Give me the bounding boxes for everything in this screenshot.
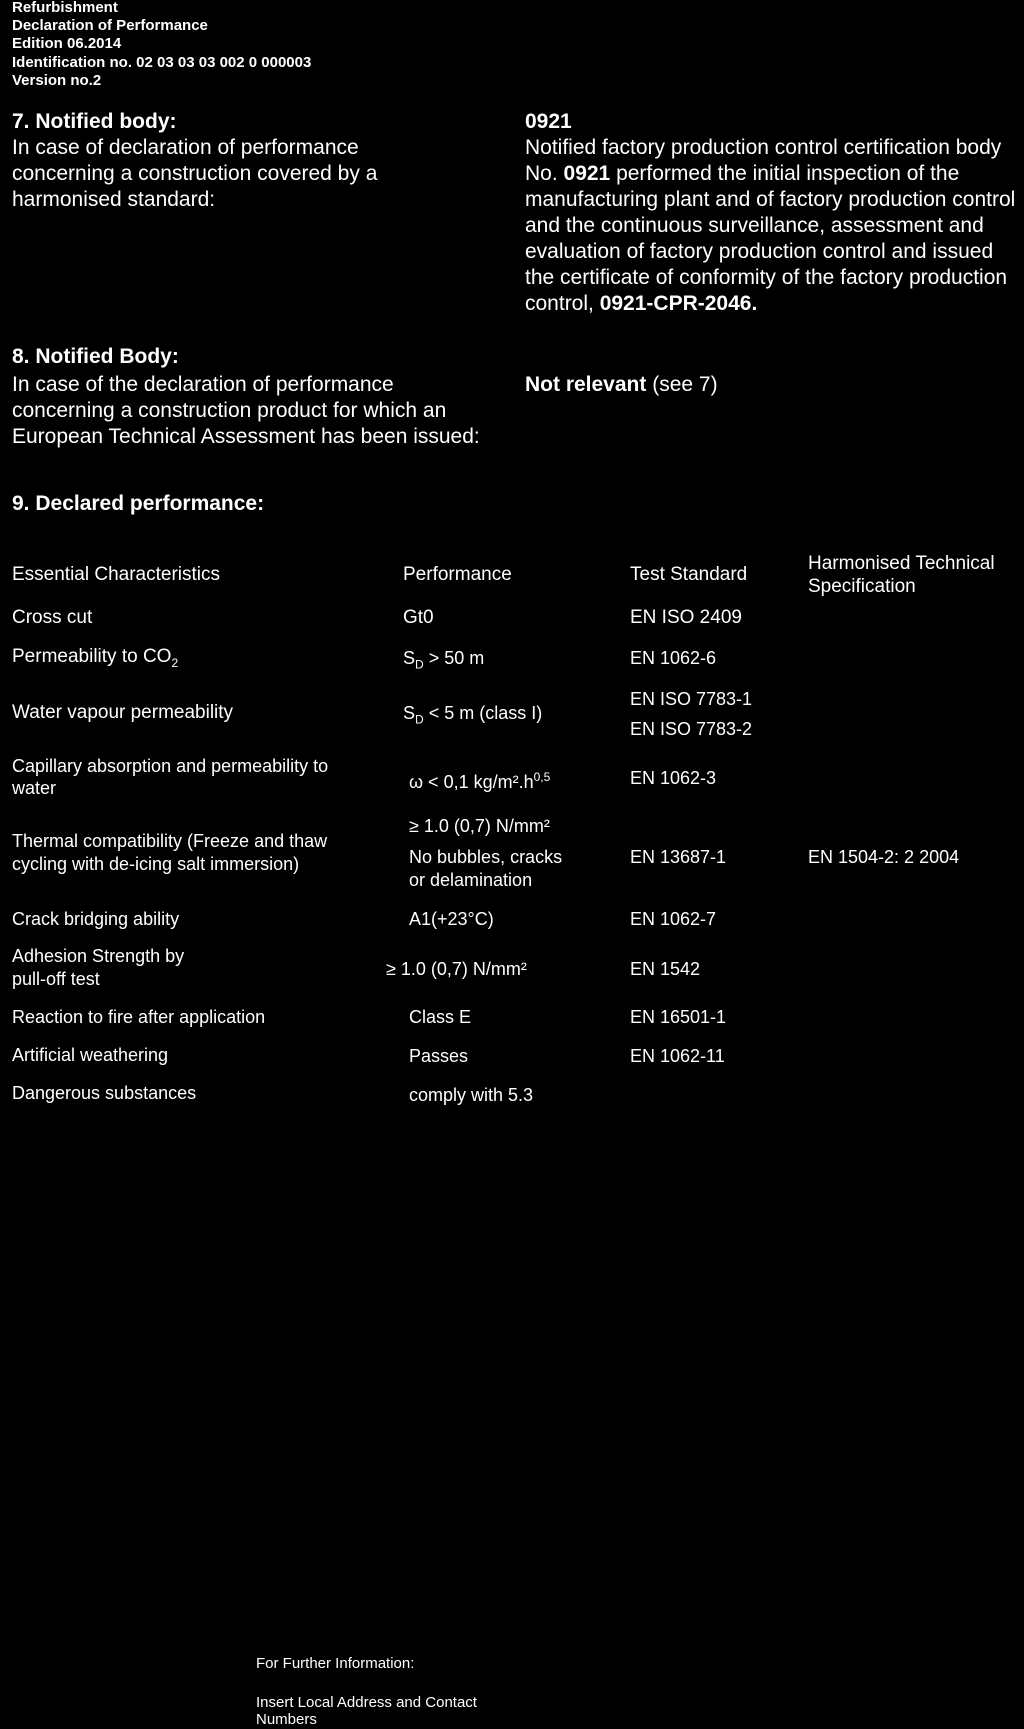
capillary-characteristic-1: Capillary absorption and permeability to [12, 756, 329, 776]
doc-version: Version no.2 [12, 72, 102, 89]
section7-text [525, 135, 1023, 317]
cross-cut-standard: EN ISO 2409 [630, 607, 742, 628]
thermal-performance-2: No bubbles, cracks [409, 847, 563, 867]
section7-title: 7. Notified body: [12, 110, 177, 133]
section7-text-b: 0921 [563, 162, 611, 185]
dangerous-characteristic: Dangerous substances [12, 1083, 197, 1103]
doc-title: Declaration of Performance [12, 17, 208, 34]
cross-cut-characteristic: Cross cut [12, 607, 93, 628]
co2-standard: EN 1062-6 [630, 648, 717, 668]
adhesion-characteristic-2: pull-off test [12, 969, 100, 989]
water-vapour-standard-2: EN ISO 7783-2 [630, 719, 753, 739]
doc-identification [12, 54, 311, 72]
header-performance: Performance [403, 564, 512, 585]
weathering-performance: Passes [409, 1046, 469, 1066]
section7-number: 0921 [525, 110, 572, 133]
header-essential-characteristics: Essential Characteristics [12, 564, 221, 585]
doc-edition: Edition 06.2014 [12, 35, 122, 52]
section7-desc: In case of declaration of performance concerning a construction covered by a harmonised standard: [12, 136, 378, 211]
water-vapour-performance [403, 702, 542, 731]
doc-category: Refurbishment [12, 0, 118, 16]
header-harmonised-spec: Harmonised Technical Specification [808, 553, 995, 596]
section7-certificate: 0921-CPR-2046. [599, 292, 758, 315]
adhesion-performance: ≥ 1.0 (0,7) N/mm² [386, 959, 527, 979]
fire-performance: Class E [409, 1007, 472, 1027]
harmonised-spec-value: EN 1504-2: 2 2004 [808, 847, 960, 867]
water-vapour-perf-sub: D [415, 712, 424, 727]
co2-characteristic [12, 645, 178, 675]
crack-standard: EN 1062-7 [630, 909, 717, 929]
capillary-performance [409, 766, 550, 793]
water-vapour-standard-1: EN ISO 7783-1 [630, 689, 753, 709]
crack-performance: A1(+23°C) [409, 909, 494, 929]
co2-subscript: 2 [171, 655, 179, 670]
footer-label: For Further Information: [256, 1655, 415, 1672]
section7-text-c: performed the initial inspection of the manufacturing plant and of factory production control and the continuous surveillance, assessment and evaluation of factory production control and issued the certificate of conformity of the factory production control, [525, 162, 1016, 315]
capillary-standard: EN 1062-3 [630, 768, 717, 788]
fire-characteristic: Reaction to fire after application [12, 1007, 266, 1027]
crack-characteristic: Crack bridging ability [12, 909, 180, 929]
footer-address-2: Numbers [256, 1711, 317, 1728]
fire-standard: EN 16501-1 [630, 1007, 727, 1027]
adhesion-standard: EN 1542 [630, 959, 701, 979]
section8-title: 8. Notified Body: [12, 345, 179, 368]
weathering-standard: EN 1062-11 [630, 1046, 725, 1066]
footer-address-1: Insert Local Address and Contact [256, 1694, 477, 1711]
section8-desc: In case of the declaration of performance concerning a construction product for which an European Technical Assessment has been issued: [12, 373, 480, 448]
thermal-performance-3: or delamination [409, 870, 533, 890]
dangerous-performance: comply with 5.3 [409, 1085, 534, 1105]
water-vapour-perf-s: S [403, 703, 416, 723]
capillary-characteristic-2: water [12, 778, 57, 798]
identification-value: 02 03 03 03 002 0 000003 [136, 54, 312, 71]
water-vapour-characteristic: Water vapour permeability [12, 702, 234, 723]
weathering-characteristic: Artificial weathering [12, 1045, 169, 1065]
co2-perf-sub: D [415, 657, 424, 672]
co2-characteristic-text: Permeability to CO [12, 646, 172, 667]
co2-perf-s: S [403, 648, 416, 668]
thermal-performance-1: ≥ 1.0 (0,7) N/mm² [409, 816, 550, 836]
capillary-perf-text: ω < 0,1 kg/m².h [409, 772, 534, 792]
cross-cut-performance: Gt0 [403, 607, 434, 628]
thermal-characteristic-2: cycling with de-icing salt immersion) [12, 854, 300, 874]
section8-value [525, 372, 718, 398]
thermal-characteristic-1: Thermal compatibility (Freeze and thaw [12, 831, 328, 851]
co2-perf-rest: > 50 m [423, 648, 485, 668]
section9-title: 9. Declared performance: [12, 492, 265, 515]
thermal-standard: EN 13687-1 [630, 847, 727, 867]
header-test-standard: Test Standard [630, 564, 748, 585]
section7-text-a: Notified factory production control certification body No. [525, 136, 1002, 185]
water-vapour-perf-rest: < 5 m (class I) [423, 703, 543, 723]
section8-value-rest: (see 7) [646, 373, 718, 396]
co2-performance [403, 647, 484, 676]
section8-value-bold: Not relevant [525, 373, 647, 396]
adhesion-characteristic-1: Adhesion Strength by [12, 946, 185, 966]
identification-label: Identification no. [12, 54, 132, 71]
capillary-perf-sup: 0,5 [533, 770, 551, 784]
